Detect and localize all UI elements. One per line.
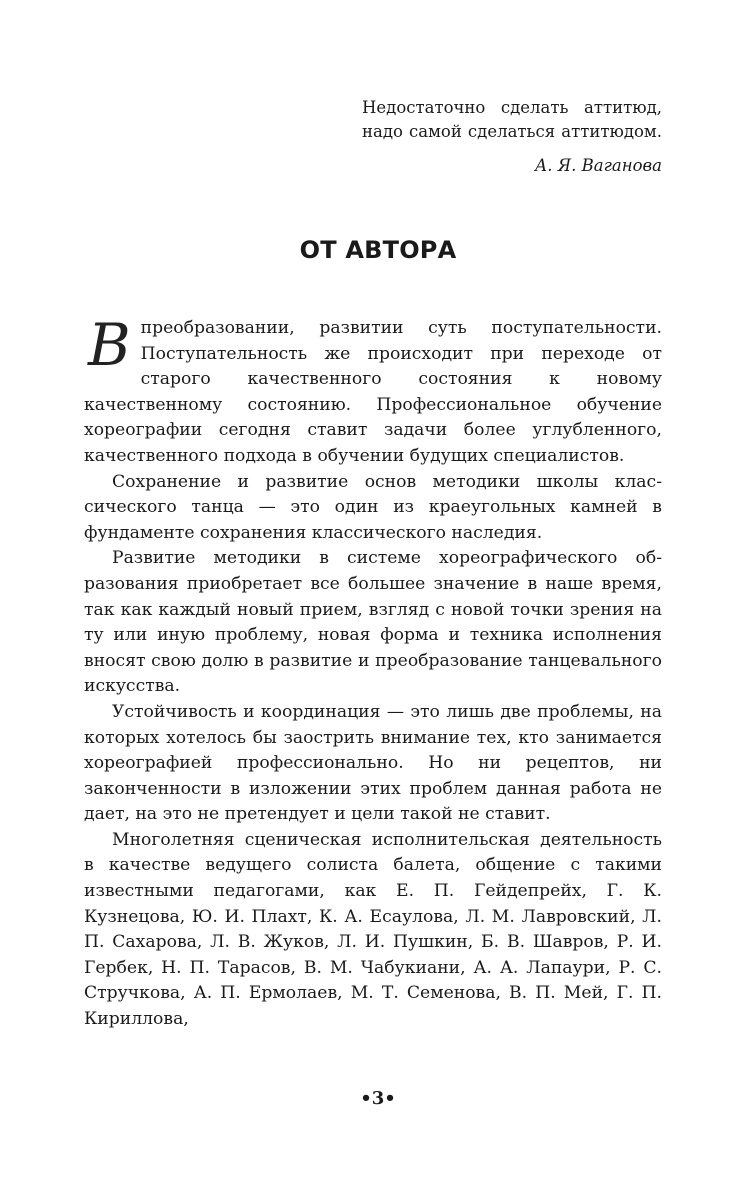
paragraph-1 — [84, 311, 662, 470]
paragraph-5: Многолетняя сценическая исполнительская деятельность в качестве ведущего солиста балета, общение с такими известными педагогами, как Е. П. Гейдепрейх, Г. К. Кузнецова, Ю. И. Плахт, К. А. Есаулова, Л. М. Лавровский, Л. П. Сахарова, Л. В. Жуков, Л. И. Пушкин, Б. В. Шавров, Р. И. Гербек, Н. П. Тарасов, В. М. Чабукиани, А. А. Лапаури, Р. С. Стручкова, А. П. Ермолаев, М. Т. Семенова, В. П. Мей, Г. П. Кириллова, — [84, 829, 662, 1030]
epigraph-line-1: Недостаточно сделать аттитюд, — [362, 98, 662, 117]
page-number: •3• — [360, 1088, 396, 1109]
chapter-title: ОТ АВТОРА — [299, 236, 457, 264]
epigraph-author: А. Я. Ваганова — [534, 156, 662, 175]
epigraph — [362, 96, 662, 178]
body-text — [84, 311, 662, 1033]
paragraph-4: Устойчивость и координация — это лишь две проблемы, на которых хотелось бы заострить внимание тех, кто занимается хореографией профессионально. Но ни рецептов, ни законченности в изложении этих проблем данная работа не дает, на это не претендует и цели такой не ставит. — [84, 701, 662, 825]
epigraph-line-2: надо самой сделаться аттитюдом. — [362, 122, 662, 141]
paragraph-2: Сохранение и развитие основ методики школы классического танца — это один из краеугольных камней в фундаменте сохранения классического наследия. — [84, 471, 662, 543]
paragraph-1-text: преобразовании, развитии суть поступательности. Поступательность же происходит при переходе от старого качественного состояния к новому качественному состоянию. Профессиональное обучение хореографии сегодня ставит задачи более углубленного, качественного подхода в обучении будущих специалистов. — [84, 318, 662, 466]
drop-cap: В — [88, 311, 131, 379]
paragraph-3: Развитие методики в системе хореографического образования приобретает все большее значение в наше время, так как каждый новый прием, взгляд с новой точки зрения на ту или иную проблему, новая форма и техника исполнения вносят свою долю в развитие и преобразование танцевального искусства. — [84, 548, 662, 697]
